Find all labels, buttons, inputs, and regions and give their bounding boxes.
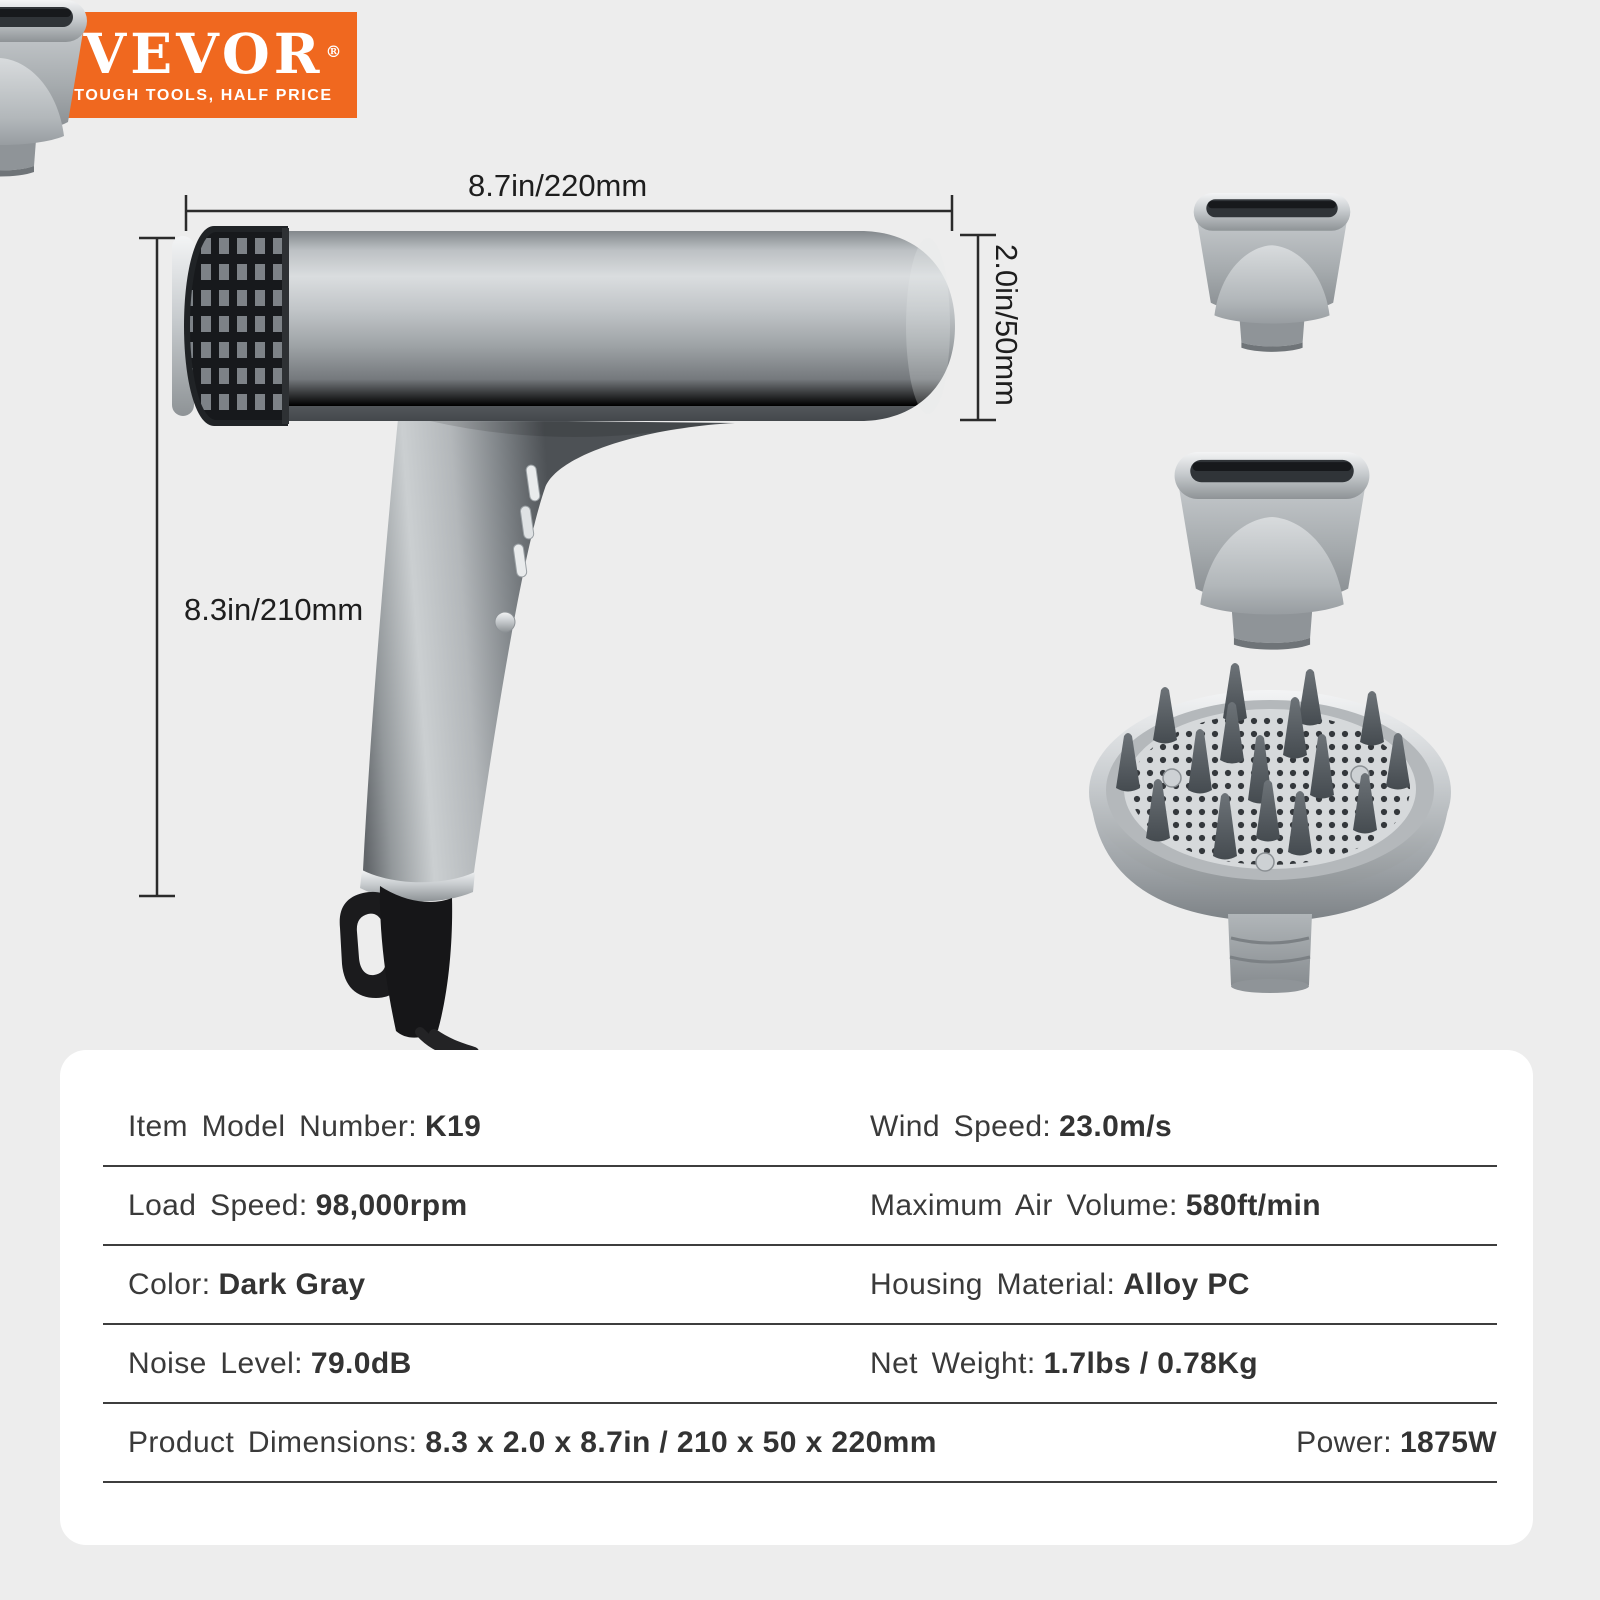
width-dimension-label: 8.7in/220mm: [468, 168, 648, 203]
spec-label: Power:: [1296, 1425, 1392, 1459]
spec-cell-load-speed: [103, 1189, 870, 1223]
spec-cell-net-weight: [870, 1347, 1497, 1381]
height-dimension-line: [139, 238, 175, 896]
registered-mark: ®: [325, 41, 346, 61]
spec-value: K19: [424, 1109, 482, 1143]
spec-label: Housing Material:: [870, 1267, 1116, 1301]
spec-value: 1875W: [1399, 1425, 1497, 1459]
cord-wires: [420, 1032, 474, 1052]
depth-dimension-label: 2.0in/50mm: [989, 244, 1024, 406]
spec-cell-color: [103, 1268, 870, 1302]
spec-label: Maximum Air Volume:: [870, 1188, 1178, 1222]
spec-value: 580ft/min: [1185, 1188, 1321, 1222]
spec-panel: [60, 1050, 1533, 1545]
concentrator-nozzle: [0, 0, 87, 177]
spec-cell-product-dimensions: [103, 1426, 1296, 1460]
diffuser: [1089, 663, 1451, 993]
hair-dryer-barrel: [284, 231, 955, 421]
rear-grille: [184, 226, 289, 426]
concentrator-nozzle-large: [1175, 452, 1370, 650]
spec-cell-wind-speed: [870, 1110, 1497, 1144]
spec-value: 8.3 x 2.0 x 8.7in / 210 x 50 x 220mm: [425, 1425, 937, 1459]
table-row: [103, 1167, 1497, 1246]
hair-dryer: [172, 226, 955, 1052]
table-row: [103, 1246, 1497, 1325]
spec-label: Item Model Number:: [128, 1109, 417, 1143]
spec-label: Load Speed:: [128, 1188, 308, 1222]
height-dimension-label: 8.3in/210mm: [184, 592, 364, 627]
brand-tagline: TOUGH TOOLS, HALF PRICE: [74, 86, 333, 104]
spec-label: Wind Speed:: [870, 1109, 1052, 1143]
spec-label: Product Dimensions:: [128, 1425, 418, 1459]
spec-cell-item-model: [103, 1110, 870, 1144]
spec-label: Noise Level:: [128, 1346, 303, 1380]
spec-label: Net Weight:: [870, 1346, 1036, 1380]
spec-cell-noise-level: [103, 1347, 870, 1381]
spec-value: Dark Gray: [218, 1267, 366, 1301]
table-row: [103, 1404, 1497, 1483]
hair-dryer-handle: [363, 419, 735, 898]
brand-wordmark-text: VEVOR: [83, 20, 324, 86]
spec-cell-air-volume: [870, 1189, 1497, 1223]
spec-value: 98,000rpm: [315, 1188, 468, 1222]
spec-value: 1.7lbs / 0.78Kg: [1043, 1346, 1259, 1380]
spec-cell-housing-material: [870, 1268, 1497, 1302]
spec-value: 23.0m/s: [1059, 1109, 1173, 1143]
spec-value: 79.0dB: [310, 1346, 412, 1380]
table-row: [103, 1325, 1497, 1404]
concentrator-nozzle-small: [1194, 193, 1351, 352]
cord-sleeve: [380, 886, 452, 1038]
spec-value: Alloy PC: [1123, 1267, 1250, 1301]
spec-label: Color:: [128, 1267, 211, 1301]
spec-cell-power: [1296, 1426, 1497, 1460]
table-row: [103, 1088, 1497, 1167]
